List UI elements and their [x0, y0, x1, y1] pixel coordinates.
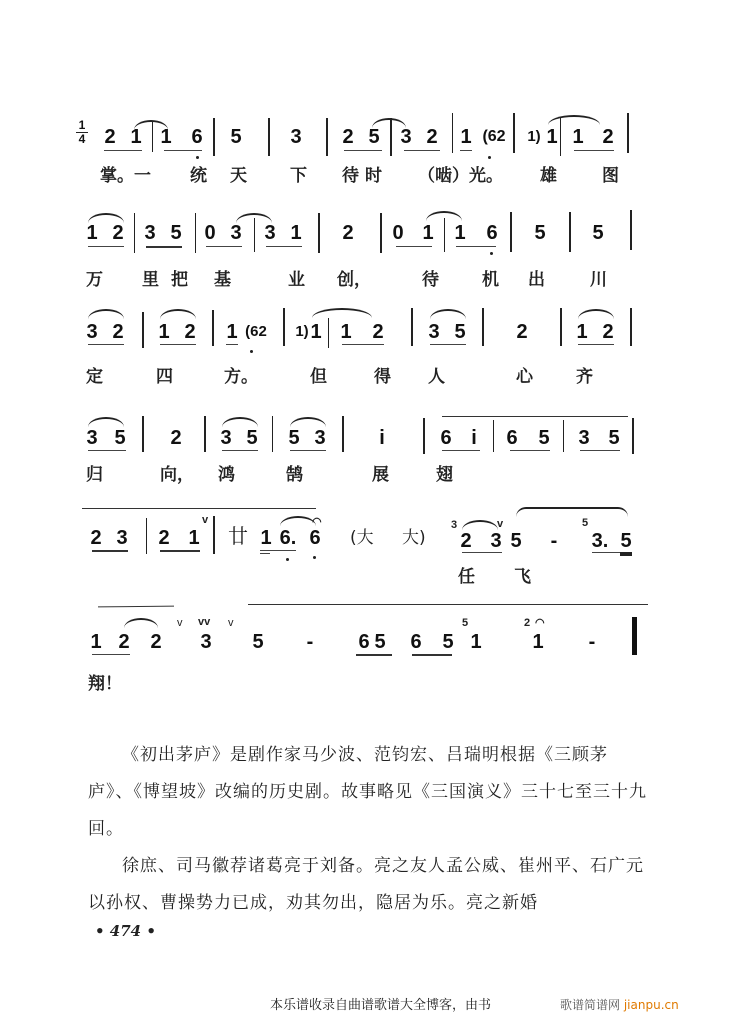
barline	[212, 310, 214, 346]
slur	[578, 309, 614, 319]
barline	[630, 210, 632, 250]
note: 2	[170, 427, 182, 449]
lyric: 齐	[576, 367, 593, 387]
lyric: 鹄	[286, 465, 303, 485]
barline	[268, 118, 270, 156]
slur	[312, 308, 372, 318]
lyric: 方。	[224, 367, 258, 387]
barline	[513, 113, 515, 153]
barline	[213, 118, 215, 156]
note: 2	[158, 527, 170, 549]
low-octave-dot	[286, 558, 289, 561]
note: 5	[454, 321, 466, 343]
note: 6	[486, 222, 498, 244]
beam	[92, 550, 128, 552]
low-octave-dot	[313, 556, 316, 559]
beam	[462, 552, 502, 553]
note: 3	[264, 222, 276, 244]
lyric: 业	[288, 270, 305, 290]
beam	[222, 450, 258, 451]
note: 5	[620, 530, 632, 552]
note: 2	[602, 321, 614, 343]
lyric: 出	[528, 270, 545, 290]
free-tempo-mark: 廿	[228, 526, 248, 548]
note: 3	[116, 527, 128, 549]
barline	[146, 518, 147, 554]
lyric: 翔！	[88, 674, 122, 694]
beam	[260, 553, 270, 554]
grace-note: 2	[524, 617, 531, 629]
note: 3	[578, 427, 590, 449]
note: 3	[400, 126, 412, 148]
barline	[213, 516, 215, 554]
barline	[204, 416, 206, 452]
note: 1	[158, 321, 170, 343]
lyric: 创，	[337, 270, 371, 290]
beam	[430, 344, 466, 345]
note: 1	[160, 126, 172, 148]
tie-line	[248, 604, 648, 605]
note: 1	[572, 126, 584, 148]
barline	[272, 416, 273, 452]
note: 1	[188, 527, 200, 549]
lyric: 机	[482, 270, 499, 290]
slur	[222, 417, 258, 427]
beam	[578, 344, 614, 345]
note: 6.	[279, 527, 297, 549]
note: i	[379, 427, 385, 449]
beam	[146, 246, 182, 248]
barline	[318, 213, 320, 253]
note: 2	[342, 126, 354, 148]
barline	[328, 318, 329, 348]
note: 1	[576, 321, 588, 343]
time-sig-numerator: 1	[78, 118, 86, 132]
beam	[160, 344, 196, 345]
breath-mark: v	[202, 514, 209, 526]
beam	[510, 450, 550, 451]
note: 1)	[527, 128, 541, 145]
beam	[266, 246, 302, 247]
barline	[423, 418, 425, 454]
slur	[124, 618, 158, 628]
beam	[574, 150, 614, 151]
note: 2	[150, 631, 162, 653]
beam	[442, 450, 480, 451]
slur	[160, 309, 196, 319]
note: 6	[358, 631, 370, 653]
lyric: 但	[310, 367, 327, 387]
description-paragraph-1: 《初出茅庐》是剧作家马少波、范钧宏、吕瑞明根据《三顾茅庐》、《博望坡》改编的历史剧。故事略见《三国演义》三十七至三十九回。	[88, 745, 647, 839]
note: 2	[426, 126, 438, 148]
note: 3	[490, 530, 502, 552]
note: 1	[460, 126, 472, 148]
lyric: 人	[428, 367, 445, 387]
lyric: 统	[190, 166, 207, 186]
note: 5	[170, 222, 182, 244]
barline	[560, 118, 561, 156]
lyric: 图	[602, 166, 619, 186]
low-octave-dot	[490, 252, 493, 255]
percussion-text: 大)	[402, 528, 426, 548]
breath-mark: v	[497, 518, 504, 530]
barline	[569, 212, 571, 252]
note: 1	[86, 222, 98, 244]
note: 6	[410, 631, 422, 653]
beam	[460, 150, 472, 151]
note: 2	[516, 321, 528, 343]
barline	[195, 213, 196, 253]
lyric: 川	[590, 270, 607, 290]
note: 1	[260, 527, 272, 549]
trill-mark: vv	[198, 616, 211, 628]
note: 3.	[591, 530, 609, 552]
note: 5	[442, 631, 454, 653]
lyric: 心	[516, 367, 533, 387]
note: 5	[608, 427, 620, 449]
grace-note: 5	[462, 617, 469, 629]
dash: -	[306, 631, 314, 653]
note: 2	[602, 126, 614, 148]
note: 5	[538, 427, 550, 449]
note: 2	[112, 222, 124, 244]
note: 1	[340, 321, 352, 343]
note: 2	[342, 222, 354, 244]
note: 5	[374, 631, 386, 653]
slur	[88, 417, 124, 427]
tie-line	[82, 508, 316, 509]
lyric: 里把	[142, 270, 200, 290]
low-octave-dot	[196, 156, 199, 159]
beam	[290, 450, 326, 451]
note: 3	[144, 222, 156, 244]
beam	[92, 654, 130, 655]
note: i	[471, 427, 477, 449]
note: 2	[104, 126, 116, 148]
note: 2	[372, 321, 384, 343]
note: 1	[90, 631, 102, 653]
slur	[430, 309, 466, 319]
beam	[88, 246, 124, 247]
barline	[482, 308, 484, 346]
beam	[342, 344, 384, 345]
lyric: 任	[458, 567, 475, 587]
lyric: 飞	[514, 567, 531, 587]
footer-source-text: 本乐谱收录自曲谱歌谱大全博客，由书	[270, 998, 492, 1013]
lyric: 基	[214, 270, 231, 290]
time-sig-denominator: 4	[78, 132, 86, 146]
beam	[160, 550, 200, 552]
percussion-text: (大	[350, 528, 374, 548]
watermark-brand[interactable]: jianpu.cn	[623, 998, 679, 1012]
lyric: 天	[230, 166, 247, 186]
fermata-icon: ◠	[312, 516, 322, 528]
note: 2	[118, 631, 130, 653]
low-octave-dot	[488, 156, 491, 159]
note: 2	[90, 527, 102, 549]
note: 1	[454, 222, 466, 244]
lyric: 向，	[160, 465, 194, 485]
beam	[206, 246, 242, 247]
barline	[134, 213, 135, 253]
note: 3	[314, 427, 326, 449]
tie	[516, 507, 628, 517]
note: 1)	[295, 323, 309, 340]
beam	[456, 246, 496, 247]
description-paragraph-2: 徐庶、司马徽荐诸葛亮于刘备。亮之友人孟公威、崔州平、石广元以孙权、曹操势力已成，劝其勿出，隐居为乐。亮之新婚	[88, 856, 644, 913]
note: 5	[246, 427, 258, 449]
breath-mark: v	[228, 617, 234, 629]
beam	[580, 450, 620, 451]
slur	[88, 309, 124, 319]
note: 1	[532, 631, 544, 653]
note: 0	[392, 222, 404, 244]
note: 6	[506, 427, 518, 449]
note: 5	[368, 126, 380, 148]
grace-note: 5	[582, 517, 589, 529]
note: (62	[245, 323, 267, 340]
lyric: 归	[86, 465, 103, 485]
beam	[412, 654, 452, 656]
barline	[493, 420, 494, 452]
barline	[563, 420, 564, 452]
note: 5	[230, 126, 242, 148]
barline	[326, 118, 328, 156]
note: 2	[460, 530, 472, 552]
lyric: 定	[86, 367, 103, 387]
note: 0	[204, 222, 216, 244]
tie-line	[98, 606, 174, 608]
dash: -	[550, 530, 558, 552]
note: 3	[200, 631, 212, 653]
barline	[142, 312, 144, 348]
barline	[380, 213, 382, 253]
tie-line	[442, 416, 628, 417]
barline	[342, 416, 344, 452]
lyric: 待时	[342, 166, 388, 186]
lyric: 得	[374, 367, 391, 387]
dash: -	[588, 631, 596, 653]
barline	[630, 308, 632, 346]
note: 6	[440, 427, 452, 449]
beam	[104, 150, 142, 151]
barline	[283, 308, 285, 346]
note: 1	[290, 222, 302, 244]
lyric: 翅	[436, 465, 453, 485]
note: 3	[230, 222, 242, 244]
fermata-icon: ◠	[535, 617, 545, 629]
note: 1	[310, 321, 322, 343]
page-number: • 474 •	[95, 922, 156, 940]
note: 5	[288, 427, 300, 449]
beam	[356, 654, 392, 656]
barline	[627, 113, 629, 153]
barline	[452, 113, 453, 153]
slur	[280, 516, 316, 526]
note: 3	[86, 321, 98, 343]
barline	[510, 212, 512, 252]
beam	[620, 552, 632, 556]
beam	[344, 150, 382, 151]
grace-note: 3	[451, 519, 458, 531]
barline	[444, 218, 445, 252]
lyric: 掌。一	[100, 166, 151, 186]
lyric: 万	[86, 270, 103, 290]
note: 1	[422, 222, 434, 244]
beam	[164, 150, 202, 151]
beam	[88, 450, 126, 451]
beam	[88, 344, 124, 345]
lyric: 展	[372, 465, 389, 485]
barline	[632, 418, 634, 454]
note: 3	[220, 427, 232, 449]
breath-mark: v	[177, 617, 183, 629]
beam	[396, 246, 432, 247]
lyric: 雄	[540, 166, 557, 186]
note: 3	[86, 427, 98, 449]
slur	[290, 417, 326, 427]
note: 5	[592, 222, 604, 244]
note: 2	[112, 321, 124, 343]
beam	[404, 150, 440, 151]
note: 1	[226, 321, 238, 343]
note: 5	[114, 427, 126, 449]
barline	[152, 122, 153, 152]
lyric: 下	[290, 166, 307, 186]
note: 5	[534, 222, 546, 244]
lyric: 鸿	[218, 465, 235, 485]
watermark-site-name: 歌谱简谱网	[560, 998, 621, 1012]
barline	[142, 416, 144, 452]
note: 2	[184, 321, 196, 343]
lyric: 四	[156, 367, 173, 387]
beam	[260, 550, 296, 551]
slur	[462, 520, 498, 530]
barline	[254, 218, 255, 252]
lyric: （啮）光。	[418, 166, 503, 186]
final-barline	[632, 617, 637, 655]
lyric: 待	[422, 270, 439, 290]
note: 6	[309, 527, 321, 549]
footer-watermark	[560, 996, 679, 1013]
note: 3	[290, 126, 302, 148]
note: 1	[130, 126, 142, 148]
barline	[560, 308, 562, 346]
barline	[390, 118, 392, 156]
time-signature	[76, 120, 88, 145]
note: 1	[546, 126, 558, 148]
low-octave-dot	[250, 350, 253, 353]
note: 5	[252, 631, 264, 653]
note: 6	[191, 126, 203, 148]
note: 3	[428, 321, 440, 343]
barline	[411, 308, 413, 346]
note: (62	[482, 128, 506, 145]
beam	[226, 344, 238, 345]
note: 5	[510, 530, 522, 552]
slur	[548, 115, 600, 125]
note: 1	[470, 631, 482, 653]
